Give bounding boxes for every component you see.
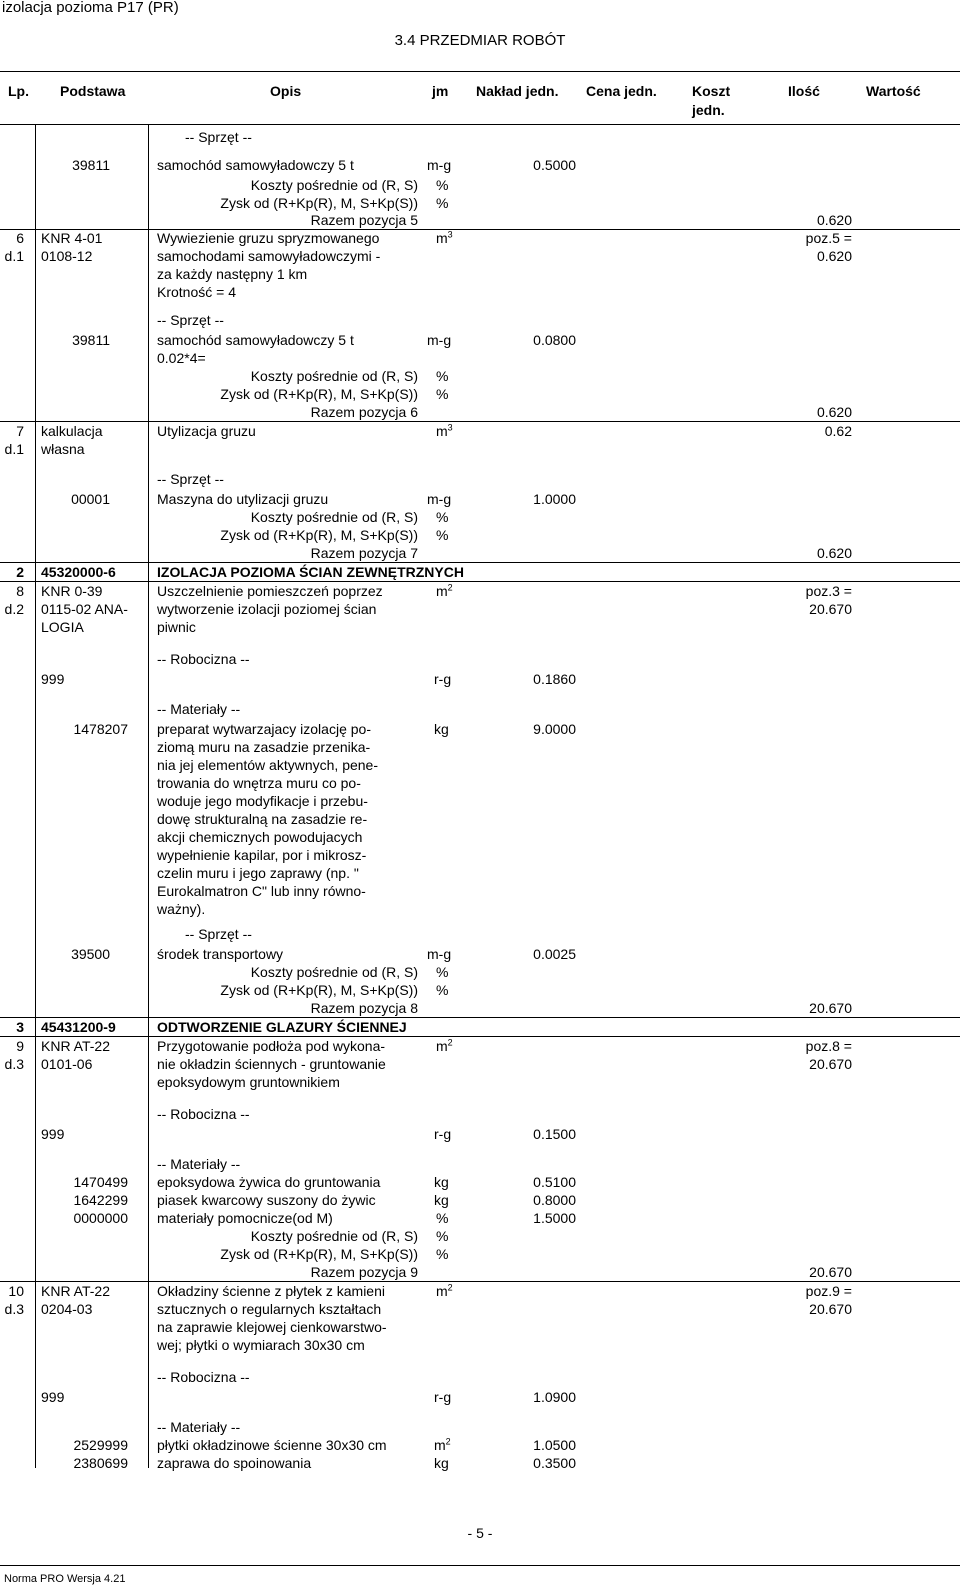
razem-qty: 20.670 — [809, 1000, 852, 1016]
resource-jm: kg — [434, 721, 449, 737]
resource-desc: trowania do wnętrza muru co po- — [157, 775, 361, 791]
resource-jm: kg — [434, 1174, 449, 1190]
position-desc: piwnic — [157, 619, 196, 635]
resource-desc: wypełnienie kapilar, por i mikrosz- — [157, 847, 367, 863]
position-desc: Krotność = 4 — [157, 284, 236, 300]
position-desc: samochodami samowyładowczymi - — [157, 248, 381, 264]
resource-desc: nia jej elementów aktywnych, pene- — [157, 757, 379, 773]
position-lp: 9 — [16, 1038, 24, 1054]
resource-value: 1.0000 — [533, 491, 576, 507]
razem-label: Razem pozycja 6 — [310, 404, 418, 420]
position-base: KNR 4-01 — [41, 230, 103, 246]
resource-code: 00001 — [71, 491, 110, 507]
razem-label: Razem pozycja 8 — [310, 1000, 418, 1016]
pct: % — [436, 386, 449, 402]
razem-label: Razem pozycja 5 — [310, 212, 418, 228]
sprzet-label: -- Sprzęt -- — [157, 471, 224, 487]
resource-value: 0.5100 — [533, 1174, 576, 1190]
resource-code: 39500 — [71, 946, 110, 962]
pct: % — [436, 982, 449, 998]
koszty-label: Koszty pośrednie od (R, S) — [250, 177, 418, 193]
position-lp2: d.3 — [4, 1301, 24, 1317]
position-base: 0101-06 — [41, 1056, 93, 1072]
position-base: LOGIA — [41, 619, 84, 635]
col-ilosc: Ilość — [788, 83, 820, 99]
razem-qty: 0.620 — [816, 212, 852, 228]
position-lp: 10 — [8, 1283, 24, 1299]
position-qty-ref: poz.8 = — [805, 1038, 852, 1054]
col-lp: Lp. — [8, 83, 29, 99]
position-desc: Okładziny ścienne z płytek z kamieni — [157, 1283, 385, 1299]
resource-desc: akcji chemicznych powodujacych — [157, 829, 363, 845]
resource-jm: r-g — [434, 1389, 452, 1405]
position-desc: Przygotowanie podłoża pod wykona- — [157, 1038, 386, 1054]
resource-code: 39811 — [72, 157, 110, 173]
razem-label: Razem pozycja 7 — [310, 545, 418, 561]
col-divider-podstawa — [148, 124, 149, 1468]
resource-value: 9.0000 — [533, 721, 576, 737]
position-lp2: d.3 — [4, 1056, 24, 1072]
position-desc: Utylizacja gruzu — [157, 423, 256, 439]
position-desc: wytworzenie izolacji poziomej ścian — [157, 601, 377, 617]
resource-jm: kg — [434, 1192, 449, 1208]
resource-desc: Eurokalmatron C" lub inny równo- — [157, 883, 366, 899]
header-bottom-rule — [0, 124, 960, 125]
zysk-label: Zysk od (R+Kp(R), M, S+Kp(S)) — [220, 527, 418, 543]
resource-code: 1642299 — [73, 1192, 128, 1208]
zysk-label: Zysk od (R+Kp(R), M, S+Kp(S)) — [220, 1246, 418, 1262]
position-desc: Uszczelnienie pomieszczeń poprzez — [157, 583, 383, 599]
page-title: 3.4 PRZEDMIAR ROBÓT — [394, 32, 566, 49]
materialy-label: -- Materiały -- — [157, 1419, 241, 1435]
position-qty-ref: poz.9 = — [805, 1283, 852, 1299]
resource-desc: samochód samowyładowczy 5 t — [157, 332, 354, 348]
position-lp2: d.1 — [4, 441, 24, 457]
position-lp: 8 — [16, 583, 24, 599]
section-number: 3 — [16, 1019, 24, 1035]
col-podstawa: Podstawa — [60, 83, 126, 99]
position-desc: nie okładzin ściennych - gruntowanie — [157, 1056, 386, 1072]
position-base: 0108-12 — [41, 248, 93, 264]
resource-desc: woduje jego modyfikacje i przebu- — [157, 793, 368, 809]
col-koszt: Koszt jedn. — [692, 83, 731, 118]
razem-qty: 20.670 — [809, 1264, 852, 1280]
resource-code: 0000000 — [73, 1210, 128, 1226]
resource-value: 0.1500 — [533, 1126, 576, 1142]
resource-value: 0.8000 — [533, 1192, 576, 1208]
resource-desc: samochód samowyładowczy 5 t — [157, 157, 354, 173]
position-base: 0204-03 — [41, 1301, 93, 1317]
pct: % — [436, 527, 449, 543]
resource-desc: Maszyna do utylizacji gruzu — [157, 491, 329, 507]
resource-desc: ziomą muru na zasadzie przenika- — [157, 739, 371, 755]
position-jm: $m^3$ — [436, 422, 453, 439]
resource-value: 0.3500 — [533, 1455, 576, 1471]
position-jm: $m^3$ — [436, 229, 453, 246]
resource-desc: zaprawa do spoinowania — [157, 1455, 312, 1471]
resource-jm: m-g — [427, 332, 452, 348]
resource-value: 0.0025 — [533, 946, 576, 962]
materialy-label: -- Materiały -- — [157, 1156, 241, 1172]
pct: % — [436, 1228, 449, 1244]
section-code: 45320000-6 — [41, 564, 116, 580]
robocizna-label: -- Robocizna -- — [157, 651, 250, 667]
col-divider-lp — [35, 124, 36, 1468]
resource-value: 1.5000 — [533, 1210, 576, 1226]
pct: % — [436, 509, 449, 525]
pct: % — [436, 368, 449, 384]
col-cena: Cena jedn. — [586, 83, 657, 99]
pct: % — [436, 195, 449, 211]
resource-jm: r-g — [434, 671, 452, 687]
resource-value: 1.0900 — [533, 1389, 576, 1405]
position-qty-ref: poz.5 = — [805, 230, 852, 246]
col-wartosc: Wartość — [866, 83, 921, 99]
resource-jm: m-g — [427, 491, 452, 507]
koszty-label: Koszty pośrednie od (R, S) — [250, 368, 418, 384]
position-jm: $m^2$ — [436, 1282, 453, 1299]
position-lp: 7 — [16, 423, 24, 439]
resource-value: 0.5000 — [533, 157, 576, 173]
koszty-label: Koszty pośrednie od (R, S) — [250, 509, 418, 525]
position-desc: na zaprawie klejowej cienkowarstwo- — [157, 1319, 387, 1335]
col-naklad: Nakład jedn. — [476, 83, 559, 99]
section-number: 2 — [16, 564, 24, 580]
col-jm: jm — [432, 83, 449, 99]
koszty-label: Koszty pośrednie od (R, S) — [250, 964, 418, 980]
resource-value: 0.1860 — [533, 671, 576, 687]
position-qty: 20.670 — [809, 1301, 852, 1317]
row-rule — [0, 1017, 960, 1018]
resource-desc: piasek kwarcowy suszony do żywic — [157, 1192, 376, 1208]
koszty-label: Koszty pośrednie od (R, S) — [250, 1228, 418, 1244]
materialy-label: -- Materiały -- — [157, 701, 241, 717]
position-base: własna — [41, 441, 85, 457]
robocizna-label: -- Robocizna -- — [157, 1106, 250, 1122]
position-lp2: d.2 — [4, 601, 24, 617]
footer-rule — [0, 1565, 960, 1566]
section-title: IZOLACJA POZIOMA ŚCIAN ZEWNĘTRZNYCH — [157, 564, 464, 580]
zysk-label: Zysk od (R+Kp(R), M, S+Kp(S)) — [220, 195, 418, 211]
position-qty: 20.670 — [809, 601, 852, 617]
resource-desc: środek transportowy — [157, 946, 284, 962]
window-title: izolacja pozioma P17 (PR) — [2, 0, 179, 16]
resource-jm: m-g — [427, 157, 452, 173]
resource-code: 2529999 — [73, 1437, 128, 1453]
header-top-rule — [0, 71, 960, 72]
page-number: - 5 - — [467, 1525, 493, 1541]
resource-jm: m-g — [427, 946, 452, 962]
robocizna-label: -- Robocizna -- — [157, 1369, 250, 1385]
col-opis: Opis — [270, 83, 302, 99]
position-desc: sztucznych o regularnych kształtach — [157, 1301, 382, 1317]
razem-qty: 0.620 — [816, 545, 852, 561]
resource-jm: $m^2$ — [434, 1436, 451, 1453]
position-base: KNR AT-22 — [41, 1283, 110, 1299]
resource-code: 999 — [41, 1389, 65, 1405]
position-qty: 20.670 — [809, 1056, 852, 1072]
position-qty: 0.620 — [816, 248, 852, 264]
sprzet-label: -- Sprzęt -- — [185, 926, 252, 942]
resource-desc: ważny). — [157, 901, 206, 917]
section-title: ODTWORZENIE GLAZURY ŚCIENNEJ — [157, 1019, 407, 1035]
zysk-label: Zysk od (R+Kp(R), M, S+Kp(S)) — [220, 982, 418, 998]
razem-label: Razem pozycja 9 — [310, 1264, 418, 1280]
resource-desc: epoksydowa żywica do gruntowania — [157, 1174, 381, 1190]
position-qty-ref: poz.3 = — [805, 583, 852, 599]
pct: % — [436, 177, 449, 193]
resource-desc: materiały pomocnicze(od M) — [157, 1210, 333, 1226]
resource-code: 999 — [41, 1126, 65, 1142]
position-base: 0115-02 ANA- — [41, 601, 128, 617]
sprzet-label: -- Sprzęt -- — [157, 312, 224, 328]
resource-code: 1470499 — [73, 1174, 128, 1190]
sprzet-label: -- Sprzęt -- — [185, 129, 252, 145]
resource-formula: 0.02*4= — [157, 350, 206, 366]
position-lp2: d.1 — [4, 248, 24, 264]
resource-code: 39811 — [72, 332, 110, 348]
position-qty: 0.62 — [824, 423, 852, 439]
resource-desc: płytki okładzinowe ścienne 30x30 cm — [157, 1437, 387, 1453]
resource-code: 1478207 — [73, 721, 128, 737]
resource-desc: czelin muru i jego zaprawy (np. " — [157, 865, 359, 881]
resource-code: 2380699 — [73, 1455, 128, 1471]
resource-jm: kg — [434, 1455, 449, 1471]
resource-jm: % — [436, 1210, 449, 1226]
position-lp: 6 — [16, 230, 24, 246]
position-base: KNR AT-22 — [41, 1038, 110, 1054]
position-desc: za każdy następny 1 km — [157, 266, 308, 282]
resource-desc: dowę strukturalną na zasadzie re- — [157, 811, 368, 827]
resource-value: 1.0500 — [533, 1437, 576, 1453]
zysk-label: Zysk od (R+Kp(R), M, S+Kp(S)) — [220, 386, 418, 402]
resource-value: 0.0800 — [533, 332, 576, 348]
position-base: kalkulacja — [41, 423, 103, 439]
pct: % — [436, 1246, 449, 1262]
position-desc: epoksydowym gruntownikiem — [157, 1074, 340, 1090]
razem-qty: 0.620 — [816, 404, 852, 420]
position-desc: Wywiezienie gruzu spryzmowanego — [157, 230, 380, 246]
resource-code: 999 — [41, 671, 65, 687]
position-jm: $m^2$ — [436, 1037, 453, 1054]
resource-jm: r-g — [434, 1126, 452, 1142]
section-code: 45431200-9 — [41, 1019, 116, 1035]
position-desc: wej; płytki o wymiarach 30x30 cm — [157, 1337, 365, 1353]
pct: % — [436, 964, 449, 980]
resource-desc: preparat wytwarzajacy izolację po- — [157, 721, 371, 737]
row-rule — [0, 562, 960, 563]
footer-software: Norma PRO Wersja 4.21 — [4, 1573, 126, 1585]
position-jm: $m^2$ — [436, 582, 453, 599]
position-base: KNR 0-39 — [41, 583, 103, 599]
